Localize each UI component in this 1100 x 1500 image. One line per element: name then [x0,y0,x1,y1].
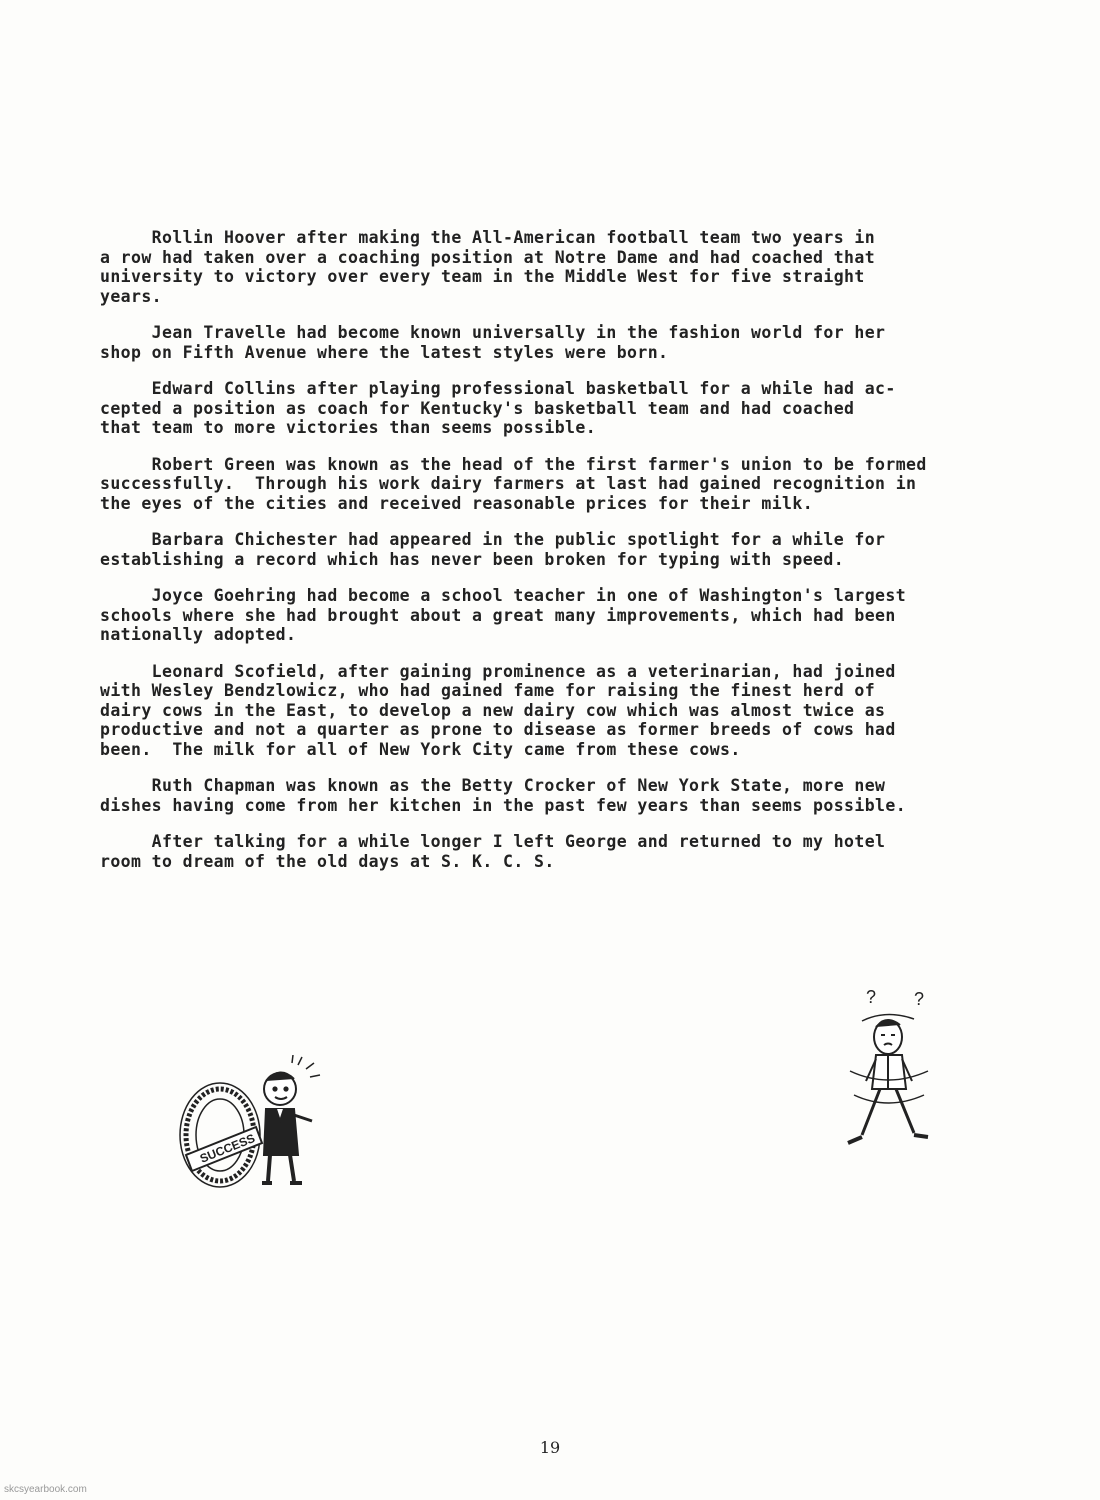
paragraph-jean-travelle: Jean Travelle had become known universally in the fashion world for her shop on Fifth Avenue where the latest styles were born. [100,323,886,362]
question-mark-right: ? [914,989,925,1009]
paragraph-rollin-hoover: Rollin Hoover after making the All-American football team two years in a row had taken over a coaching position at Notre Dame and had coached that university to victory over every team in the Middle West for five straight years. [100,228,876,306]
paragraph-robert-green: Robert Green was known as the head of the first farmer's union to be formed successfully. Through his work dairy farmers at last had gained recognition in the eyes of the cities and received reasonable prices for their milk. [100,454,927,513]
paragraph-edward-collins: Edward Collins after playing professional basketball for a while had ac- cepted a position as coach for Kentucky's basketball team and had coached that team to more victories than seems possible. [100,379,896,437]
paragraph-leonard-scofield: Leonard Scofield, after gaining prominence as a veterinarian, had joined with Wesley Bendzlowicz, who had gained fame for raising the finest herd of dairy cows in the East, to develop a new dairy cow which was almost twice as productive and not a quarter as prone to disease as former breeds of cows had been. The milk for all of New York City came from these cows. [100,661,896,759]
paragraph-closing: After talking for a while longer I left George and returned to my hotel room to dream of the old days at S. K. C. S. [100,832,886,871]
watermark: skcsyearbook.com [4,1484,87,1495]
paragraph-joyce-goehring: Joyce Goehring had become a school teacher in one of Washington's largest schools where she had brought about a great many improvements, which had been nationally adopted. [100,586,907,644]
body-text [100,228,1000,888]
success-banner-text: SUCCESS [197,1131,257,1166]
page-number: 19 [539,1438,561,1457]
success-cartoon-illustration [178,1055,338,1195]
paragraph-barbara-chichester: Barbara Chichester had appeared in the public spotlight for a while for establishing a record which has never been broken for typing with speed. [100,530,886,569]
dizzy-man-figure-icon [848,1014,928,1143]
confused-man-illustration [836,985,946,1150]
question-mark-left: ? [866,987,877,1007]
paragraph-ruth-chapman: Ruth Chapman was known as the Betty Crocker of New York State, more new dishes having come from her kitchen in the past few years than seems possible. [100,776,907,815]
man-figure-icon [262,1055,320,1183]
